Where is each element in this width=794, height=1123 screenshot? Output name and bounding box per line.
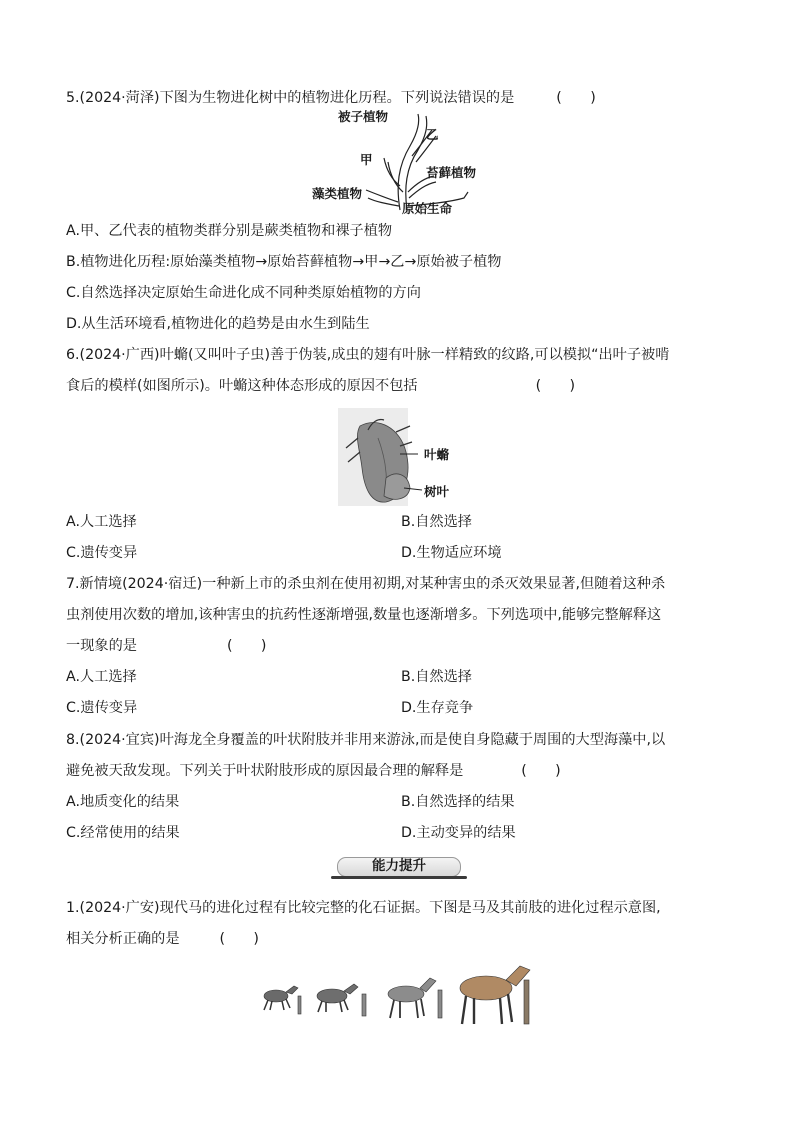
horse-evolution-image [254, 960, 544, 1030]
q6-option-c: C.遗传变异 [66, 545, 138, 561]
a1-stem-line2: 相关分析正确的是 ( ) [66, 931, 259, 947]
q8-option-c: C.经常使用的结果 [66, 825, 180, 841]
q7-option-c: C.遗传变异 [66, 700, 138, 716]
q5-option-d: D.从生活环境看,植物进化的趋势是由水生到陆生 [66, 316, 370, 332]
q6-option-d: D.生物适应环境 [401, 545, 502, 561]
q7-stem-line1: 7.新情境(2024·宿迁)一种新上市的杀虫剂在使用初期,对某种害虫的杀灭效果显著,但随着这种杀 [66, 576, 666, 592]
q8-option-b: B.自然选择的结果 [401, 794, 515, 810]
a1-horse-evolution-figure [254, 960, 544, 1030]
label-leaf: 树叶 [424, 484, 450, 499]
horse-stage-2 [317, 984, 366, 1016]
q7-option-b: B.自然选择 [401, 669, 472, 685]
q5-evolution-tree-figure [300, 106, 500, 218]
label-primitive-life: 原始生命 [402, 201, 453, 216]
q6-leaf-insect-figure [338, 408, 468, 506]
label-jia: 甲 [360, 152, 373, 167]
q5-option-a: A.甲、乙代表的植物类群分别是蕨类植物和裸子植物 [66, 223, 393, 239]
q5-option-b: B.植物进化历程:原始藻类植物→原始苔藓植物→甲→乙→原始被子植物 [66, 254, 502, 270]
q6-answer-paren: ( ) [535, 378, 576, 394]
horse-stage-1 [264, 986, 301, 1014]
q7-answer-paren: ( ) [226, 638, 267, 654]
section-header-ability [337, 857, 461, 879]
q5-stem: 5.(2024·菏泽)下图为生物进化树中的植物进化历程。下列说法错误的是 ( ) [66, 90, 596, 106]
a1-stem-line1: 1.(2024·广安)现代马的进化过程有比较完整的化石证据。下图是马及其前肢的进化过程示意图, [66, 900, 661, 916]
q7-option-d: D.生存竞争 [401, 700, 474, 716]
q6-stem-line2: 食后的模样(如图所示)。叶䗛这种体态形成的原因不包括 ( ) [66, 378, 576, 394]
label-bryophytes: 苔藓植物 [426, 165, 477, 180]
a1-answer-paren: ( ) [219, 931, 259, 947]
q8-stem-line1: 8.(2024·宜宾)叶海龙全身覆盖的叶状附肢并非用来游泳,而是使自身隐藏于周围的大型海藻中,以 [66, 732, 666, 748]
q7-option-a: A.人工选择 [66, 669, 137, 685]
horse-stage-3 [388, 978, 442, 1018]
q8-option-d: D.主动变异的结果 [401, 825, 516, 841]
label-yi: 乙 [426, 127, 439, 142]
label-angiosperms: 被子植物 [338, 109, 389, 124]
label-algae: 藻类植物 [312, 186, 363, 201]
label-leaf-insect: 叶䗛 [424, 447, 450, 462]
q6-stem-line1: 6.(2024·广西)叶䗛(又叫叶子虫)善于伪装,成虫的翅有叶脉一样精致的纹路,可以模拟“出叶子被啃 [66, 347, 670, 363]
section-header-underline [331, 876, 467, 879]
section-title: 能力提升 [372, 858, 426, 874]
q7-stem-line3: 一现象的是 ( ) [66, 638, 267, 654]
q6-option-b: B.自然选择 [401, 514, 472, 530]
q5-answer-paren: ( ) [556, 90, 596, 106]
q7-stem-line2: 虫剂使用次数的增加,该种害虫的抗药性逐渐增强,数量也逐渐增多。下列选项中,能够完整解释这 [66, 607, 662, 623]
q5-option-c: C.自然选择决定原始生命进化成不同种类原始植物的方向 [66, 285, 421, 301]
q8-option-a: A.地质变化的结果 [66, 794, 180, 810]
q8-answer-paren: ( ) [521, 763, 561, 779]
q8-stem-line2: 避免被天敌发现。下列关于叶状附肢形成的原因最合理的解释是 ( ) [66, 763, 561, 779]
horse-stage-4 [460, 966, 530, 1024]
q6-option-a: A.人工选择 [66, 514, 137, 530]
